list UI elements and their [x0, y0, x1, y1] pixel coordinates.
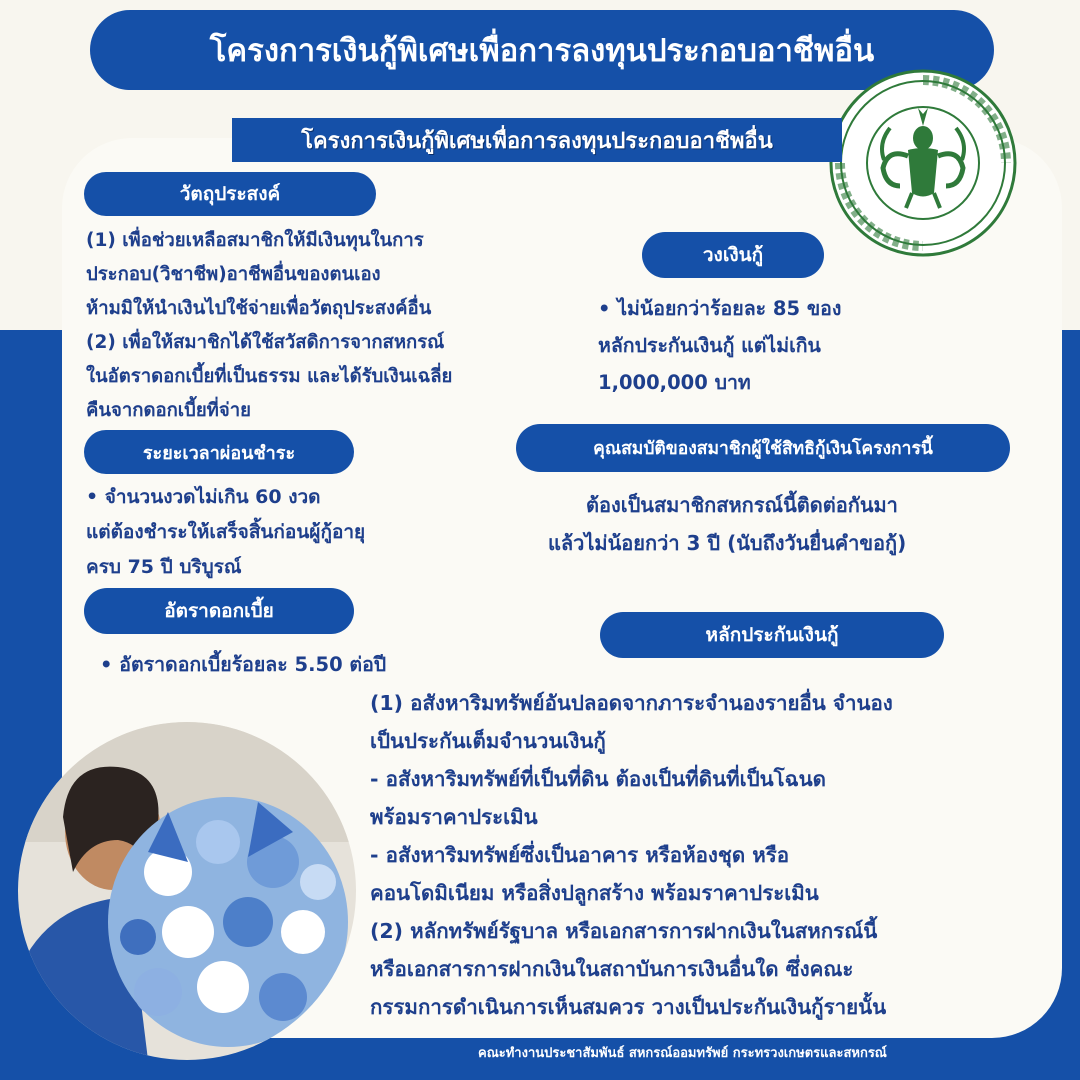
interest-heading: อัตราดอกเบี้ย: [84, 588, 354, 634]
objective-line: ในอัตราดอกเบี้ยที่เป็นธรรม และได้รับเงินเฉลี่ย: [86, 366, 453, 387]
objective-heading: วัตถุประสงค์: [84, 172, 376, 216]
objective-line: (1) เพื่อช่วยเหลือสมาชิกให้มีเงินทุนในการ: [86, 230, 424, 251]
repayment-line: แต่ต้องชำระให้เสร็จสิ้นก่อนผู้กู้อายุ: [86, 521, 366, 543]
member-photo: [18, 722, 356, 1060]
loan-limit-line: 1,000,000 บาท: [598, 371, 751, 394]
collateral-line: กรรมการดำเนินการเห็นสมควร วางเป็นประกันเงินกู้รายนั้น: [370, 995, 887, 1019]
objective-line: (2) เพื่อให้สมาชิกได้ใช้สวัสดิการจากสหกรณ์: [86, 332, 445, 353]
collateral-line: คอนโดมิเนียม หรือสิ่งปลูกสร้าง พร้อมราคาประเมิน: [370, 881, 819, 905]
collateral-line: เป็นประกันเต็มจำนวนเงินกู้: [370, 729, 606, 753]
loan-limit-line: หลักประกันเงินกู้ แต่ไม่เกิน: [598, 334, 821, 357]
qualification-text: [548, 486, 906, 562]
loan-limit-text: [598, 290, 841, 401]
collateral-line: - อสังหาริมทรัพย์ที่เป็นที่ดิน ต้องเป็นที่ดินที่เป็นโฉนด: [370, 767, 826, 791]
repayment-line: ครบ 75 ปี บริบูรณ์: [86, 556, 242, 578]
collateral-line: พร้อมราคาประเมิน: [370, 805, 538, 829]
objective-text: [86, 224, 452, 428]
interest-text: [100, 648, 386, 682]
interest-line: • อัตราดอกเบี้ยร้อยละ 5.50 ต่อปี: [100, 653, 387, 676]
cooperative-seal-logo: [828, 68, 1018, 258]
repayment-line: • จำนวนงวดไม่เกิน 60 งวด: [86, 486, 321, 508]
qualification-heading: คุณสมบัติของสมาชิกผู้ใช้สิทธิกู้เงินโครงการนี้: [516, 424, 1010, 472]
footer-credit: คณะทำงานประชาสัมพันธ์ สหกรณ์ออมทรัพย์ กระทรวงเกษตรและสหกรณ์: [478, 1046, 887, 1061]
page-title: โครงการเงินกู้พิเศษเพื่อการลงทุนประกอบอาชีพอื่น: [90, 10, 994, 90]
section-banner: โครงการเงินกู้พิเศษเพื่อการลงทุนประกอบอาชีพอื่น: [232, 118, 842, 162]
collateral-line: (2) หลักทรัพย์รัฐบาล หรือเอกสารการฝากเงินในสหกรณ์นี้: [370, 919, 878, 943]
qualification-line: ต้องเป็นสมาชิกสหกรณ์นี้ติดต่อกันมา: [586, 493, 898, 517]
collateral-heading: หลักประกันเงินกู้: [600, 612, 944, 658]
loan-limit-line: • ไม่น้อยกว่าร้อยละ 85 ของ: [598, 297, 842, 320]
objective-line: คืนจากดอกเบี้ยที่จ่าย: [86, 400, 251, 421]
collateral-line: - อสังหาริมทรัพย์ซึ่งเป็นอาคาร หรือห้องชุด หรือ: [370, 843, 790, 867]
repayment-text: [86, 480, 365, 585]
collateral-text: [370, 684, 893, 1026]
repayment-heading: ระยะเวลาผ่อนชำระ: [84, 430, 354, 474]
qualification-line: แล้วไม่น้อยกว่า 3 ปี (นับถึงวันยื่นคำขอกู้): [548, 531, 907, 555]
objective-line: ประกอบ(วิชาชีพ)อาชีพอื่นของตนเอง: [86, 264, 381, 285]
loan-limit-heading: วงเงินกู้: [642, 232, 824, 278]
collateral-line: หรือเอกสารการฝากเงินในสถาบันการเงินอื่นใด ซึ่งคณะ: [370, 957, 854, 981]
objective-line: ห้ามมิให้นำเงินไปใช้จ่ายเพื่อวัตถุประสงค์อื่น: [86, 298, 432, 319]
collateral-line: (1) อสังหาริมทรัพย์อันปลอดจากภาระจำนองรายอื่น จำนอง: [370, 691, 893, 715]
